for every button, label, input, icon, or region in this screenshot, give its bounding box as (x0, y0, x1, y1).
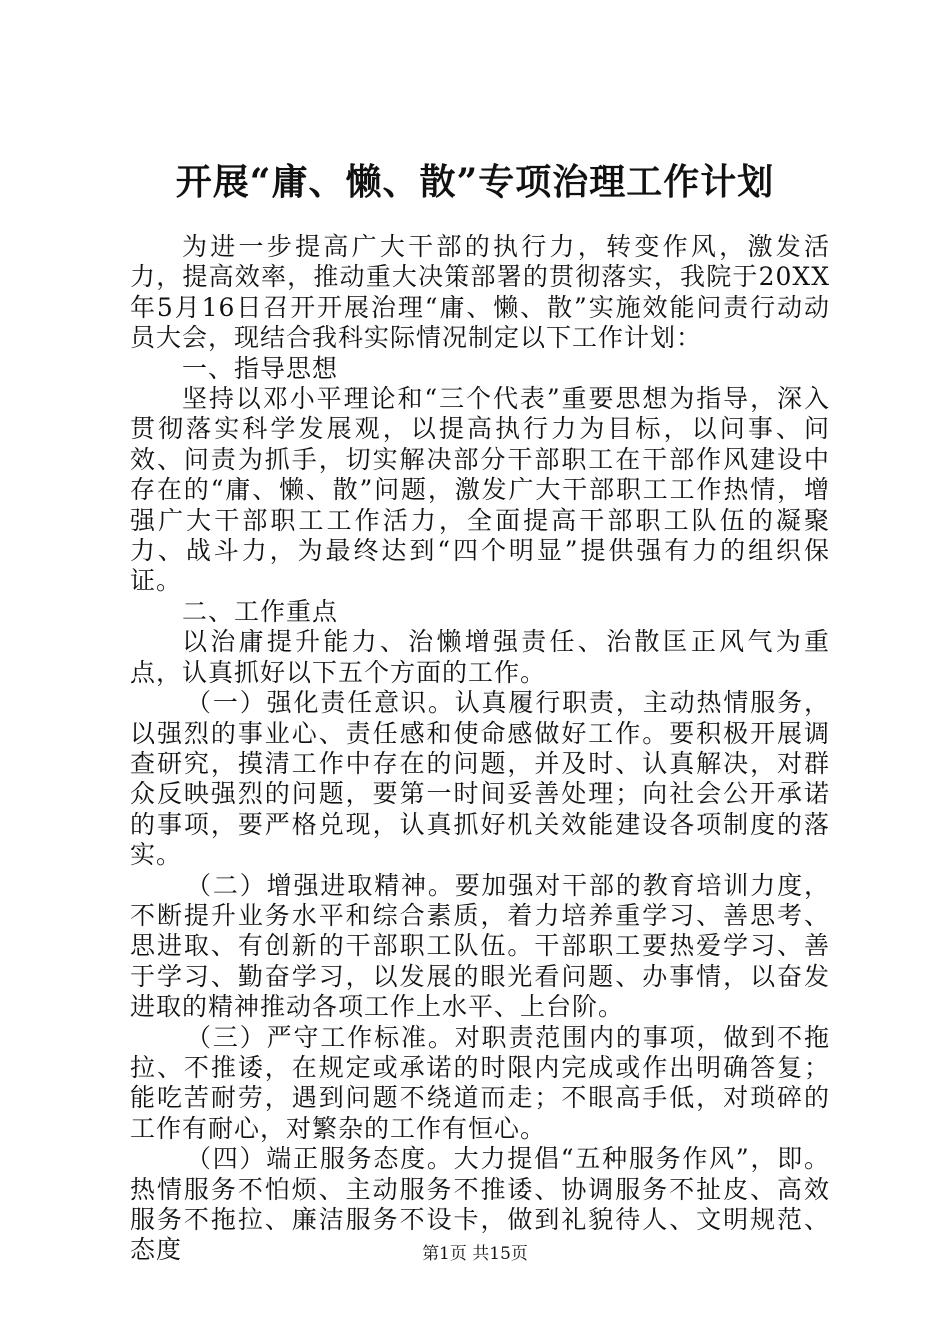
work-focus-paragraph: 以治庸提升能力、治懒增强责任、治散匡正风气为重点，认真抓好以下五个方面的工作。 (130, 627, 830, 687)
item-4-paragraph: （四）端正服务态度。大力提倡“五种服务作风”，即。热情服务不怕烦、主动服务不推诿、协调服务不扯皮、高效服务不拖拉、廉洁服务不设卡，做到礼貌待人、文明规范、态度 (130, 1144, 830, 1265)
guiding-ideology-paragraph: 坚持以邓小平理论和“三个代表”重要思想为指导，深入贯彻落实科学发展观，以提高执行力为目标，以问事、问效、问责为抓手，切实解决部分干部职工在干部作风建设中存在的“庸、懒、散”问题，激发广大干部职工工作热情，增强广大干部职工工作活力，全面提高干部职工队伍的凝聚力、战斗力，为最终达到“四个明显”提供强有力的组织保证。 (130, 384, 830, 596)
document-title: 开展“庸、懒、散”专项治理工作计划 (175, 161, 775, 203)
section-heading-guiding-ideology: 一、指导思想 (182, 353, 339, 383)
page-footer: 第1页 共15页 (422, 1244, 528, 1264)
document-body (130, 232, 830, 1266)
item-3-paragraph: （三）严守工作标准。对职责范围内的事项，做到不拖拉、不推诿，在规定或承诺的时限内完成或作出明确答复；能吃苦耐劳，遇到问题不绕道而走；不眼高手低，对琐碎的工作有耐心，对繁杂的工作有恒心。 (130, 1022, 830, 1143)
intro-paragraph: 为进一步提高广大干部的执行力，转变作风，激发活力，提高效率，推动重大决策部署的贯彻落实，我院于20XX年5月16日召开开展治理“庸、懒、散”实施效能问责行动动员大会，现结合我科实际情况制定以下工作计划： (130, 232, 830, 353)
item-2-paragraph: （二）增强进取精神。要加强对干部的教育培训力度，不断提升业务水平和综合素质，着力培养重学习、善思考、思进取、有创新的干部职工队伍。干部职工要热爱学习、善于学习、勤奋学习，以发展的眼光看问题、办事情，以奋发进取的精神推动各项工作上水平、上台阶。 (130, 870, 830, 1022)
item-1-paragraph: （一）强化责任意识。认真履行职责，主动热情服务，以强烈的事业心、责任感和使命感做好工作。要积极开展调查研究，摸清工作中存在的问题，并及时、认真解决，对群众反映强烈的问题，要第一时间妥善处理；向社会公开承诺的事项，要严格兑现，认真抓好机关效能建设各项制度的落实。 (130, 688, 830, 870)
section-heading-work-focus: 二、工作重点 (182, 596, 339, 626)
